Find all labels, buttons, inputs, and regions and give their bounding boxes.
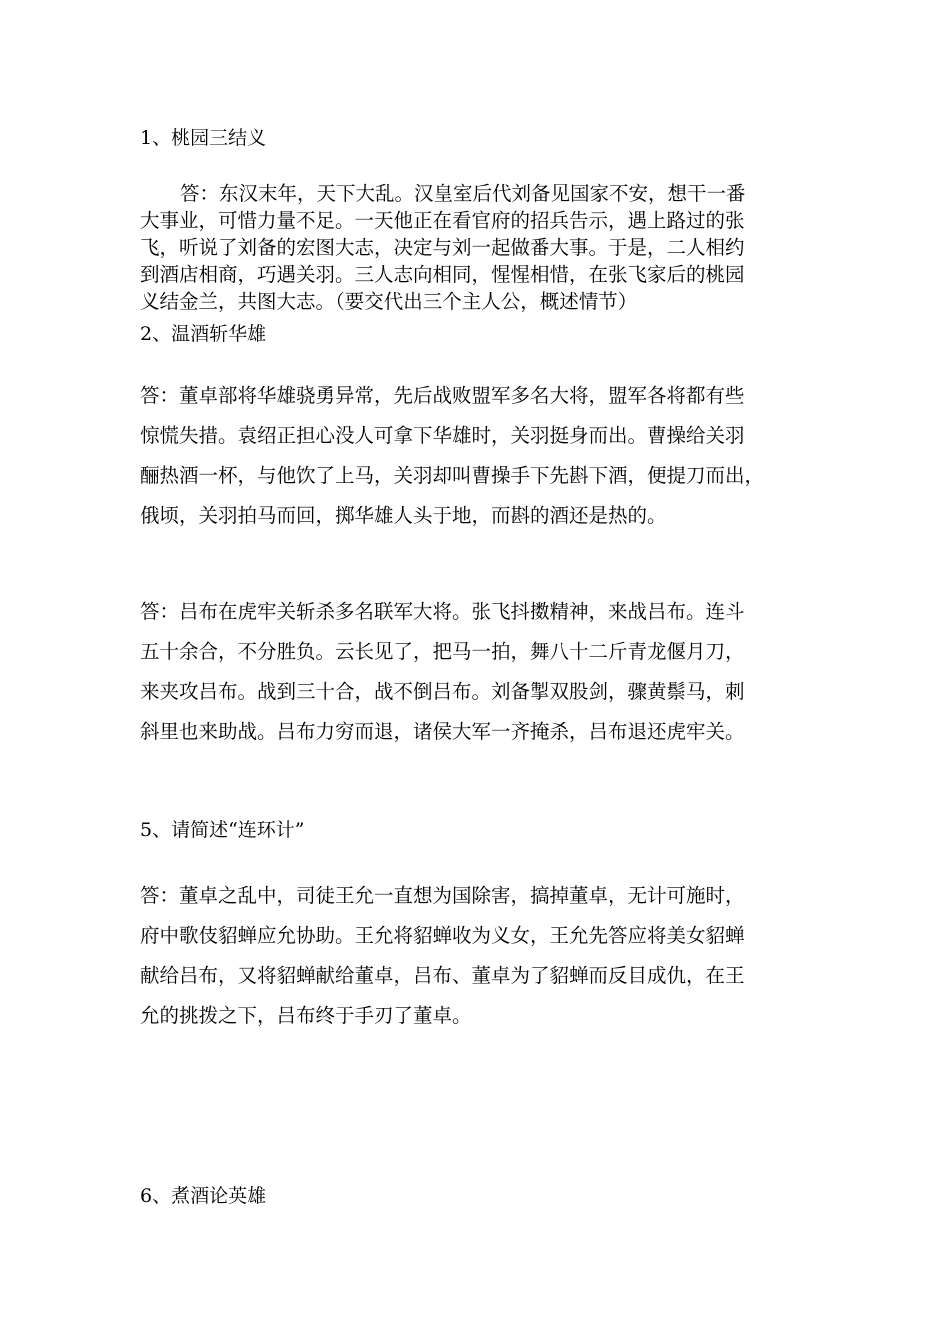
section-6-heading: 6、煮酒论英雄 bbox=[140, 1185, 267, 1207]
section-2-heading: 2、温酒斩华雄 bbox=[140, 323, 267, 345]
answer-line: 惊慌失措。袁绍正担心没人可拿下华雄时，关羽挺身而出。曹操给关羽 bbox=[140, 424, 745, 447]
answer-line: 到酒店相商，巧遇关羽。三人志向相同，惺惺相惜，在张飞家后的桃园 bbox=[140, 263, 745, 286]
answer-line: 飞，听说了刘备的宏图大志，决定与刘一起做番大事。于是，二人相约 bbox=[140, 236, 745, 259]
answer-line: 来夹攻吕布。战到三十合，战不倒吕布。刘备掣双股剑，骤黄鬃马，刺 bbox=[140, 680, 745, 703]
answer-line: 大事业，可惜力量不足。一天他正在看官府的招兵告示，遇上路过的张 bbox=[140, 209, 745, 232]
answer-line: 答：董卓部将华雄骁勇异常，先后战败盟军多名大将，盟军各将都有些 bbox=[140, 384, 745, 407]
answer-line: 献给吕布，又将貂蝉献给董卓，吕布、董卓为了貂蝉而反目成仇，在王 bbox=[140, 964, 745, 987]
answer-line: 五十余合，不分胜负。云长见了，把马一拍，舞八十二斤青龙偃月刀， bbox=[140, 640, 745, 663]
answer-line: 允的挑拨之下，吕布终于手刃了董卓。 bbox=[140, 1004, 472, 1027]
section-5-answer bbox=[140, 876, 810, 1036]
answer-line: 义结金兰，共图大志。（要交代出三个主人公，概述情节） bbox=[140, 290, 638, 313]
answer-line: 答：吕布在虎牢关斩杀多名联军大将。张飞抖擞精神，来战吕布。连斗 bbox=[140, 600, 745, 623]
section-5-heading: 5、请简述“连环计” bbox=[140, 819, 305, 841]
answer-line: 斜里也来助战。吕布力穷而退，诸侯大军一齐掩杀，吕布退还虎牢关。 bbox=[140, 720, 745, 743]
section-2-answer bbox=[140, 376, 810, 536]
section-1-answer bbox=[140, 180, 850, 315]
answer-line: 俄顷，关羽拍马而回，掷华雄人头于地，而斟的酒还是热的。 bbox=[140, 504, 667, 527]
section-3-answer bbox=[140, 592, 810, 752]
answer-line: 答：东汉末年，天下大乱。汉皇室后代刘备见国家不安，想干一番 bbox=[180, 182, 746, 205]
answer-line: 府中歌伎貂蝉应允协助。王允将貂蝉收为义女，王允先答应将美女貂蝉 bbox=[140, 924, 745, 947]
answer-line: 答：董卓之乱中，司徒王允一直想为国除害，搞掉董卓，无计可施时， bbox=[140, 884, 745, 907]
answer-line: 酾热酒一杯，与他饮了上马，关羽却叫曹操手下先斟下酒，便提刀而出， bbox=[140, 464, 765, 487]
section-1-heading: 1、桃园三结义 bbox=[140, 127, 267, 149]
